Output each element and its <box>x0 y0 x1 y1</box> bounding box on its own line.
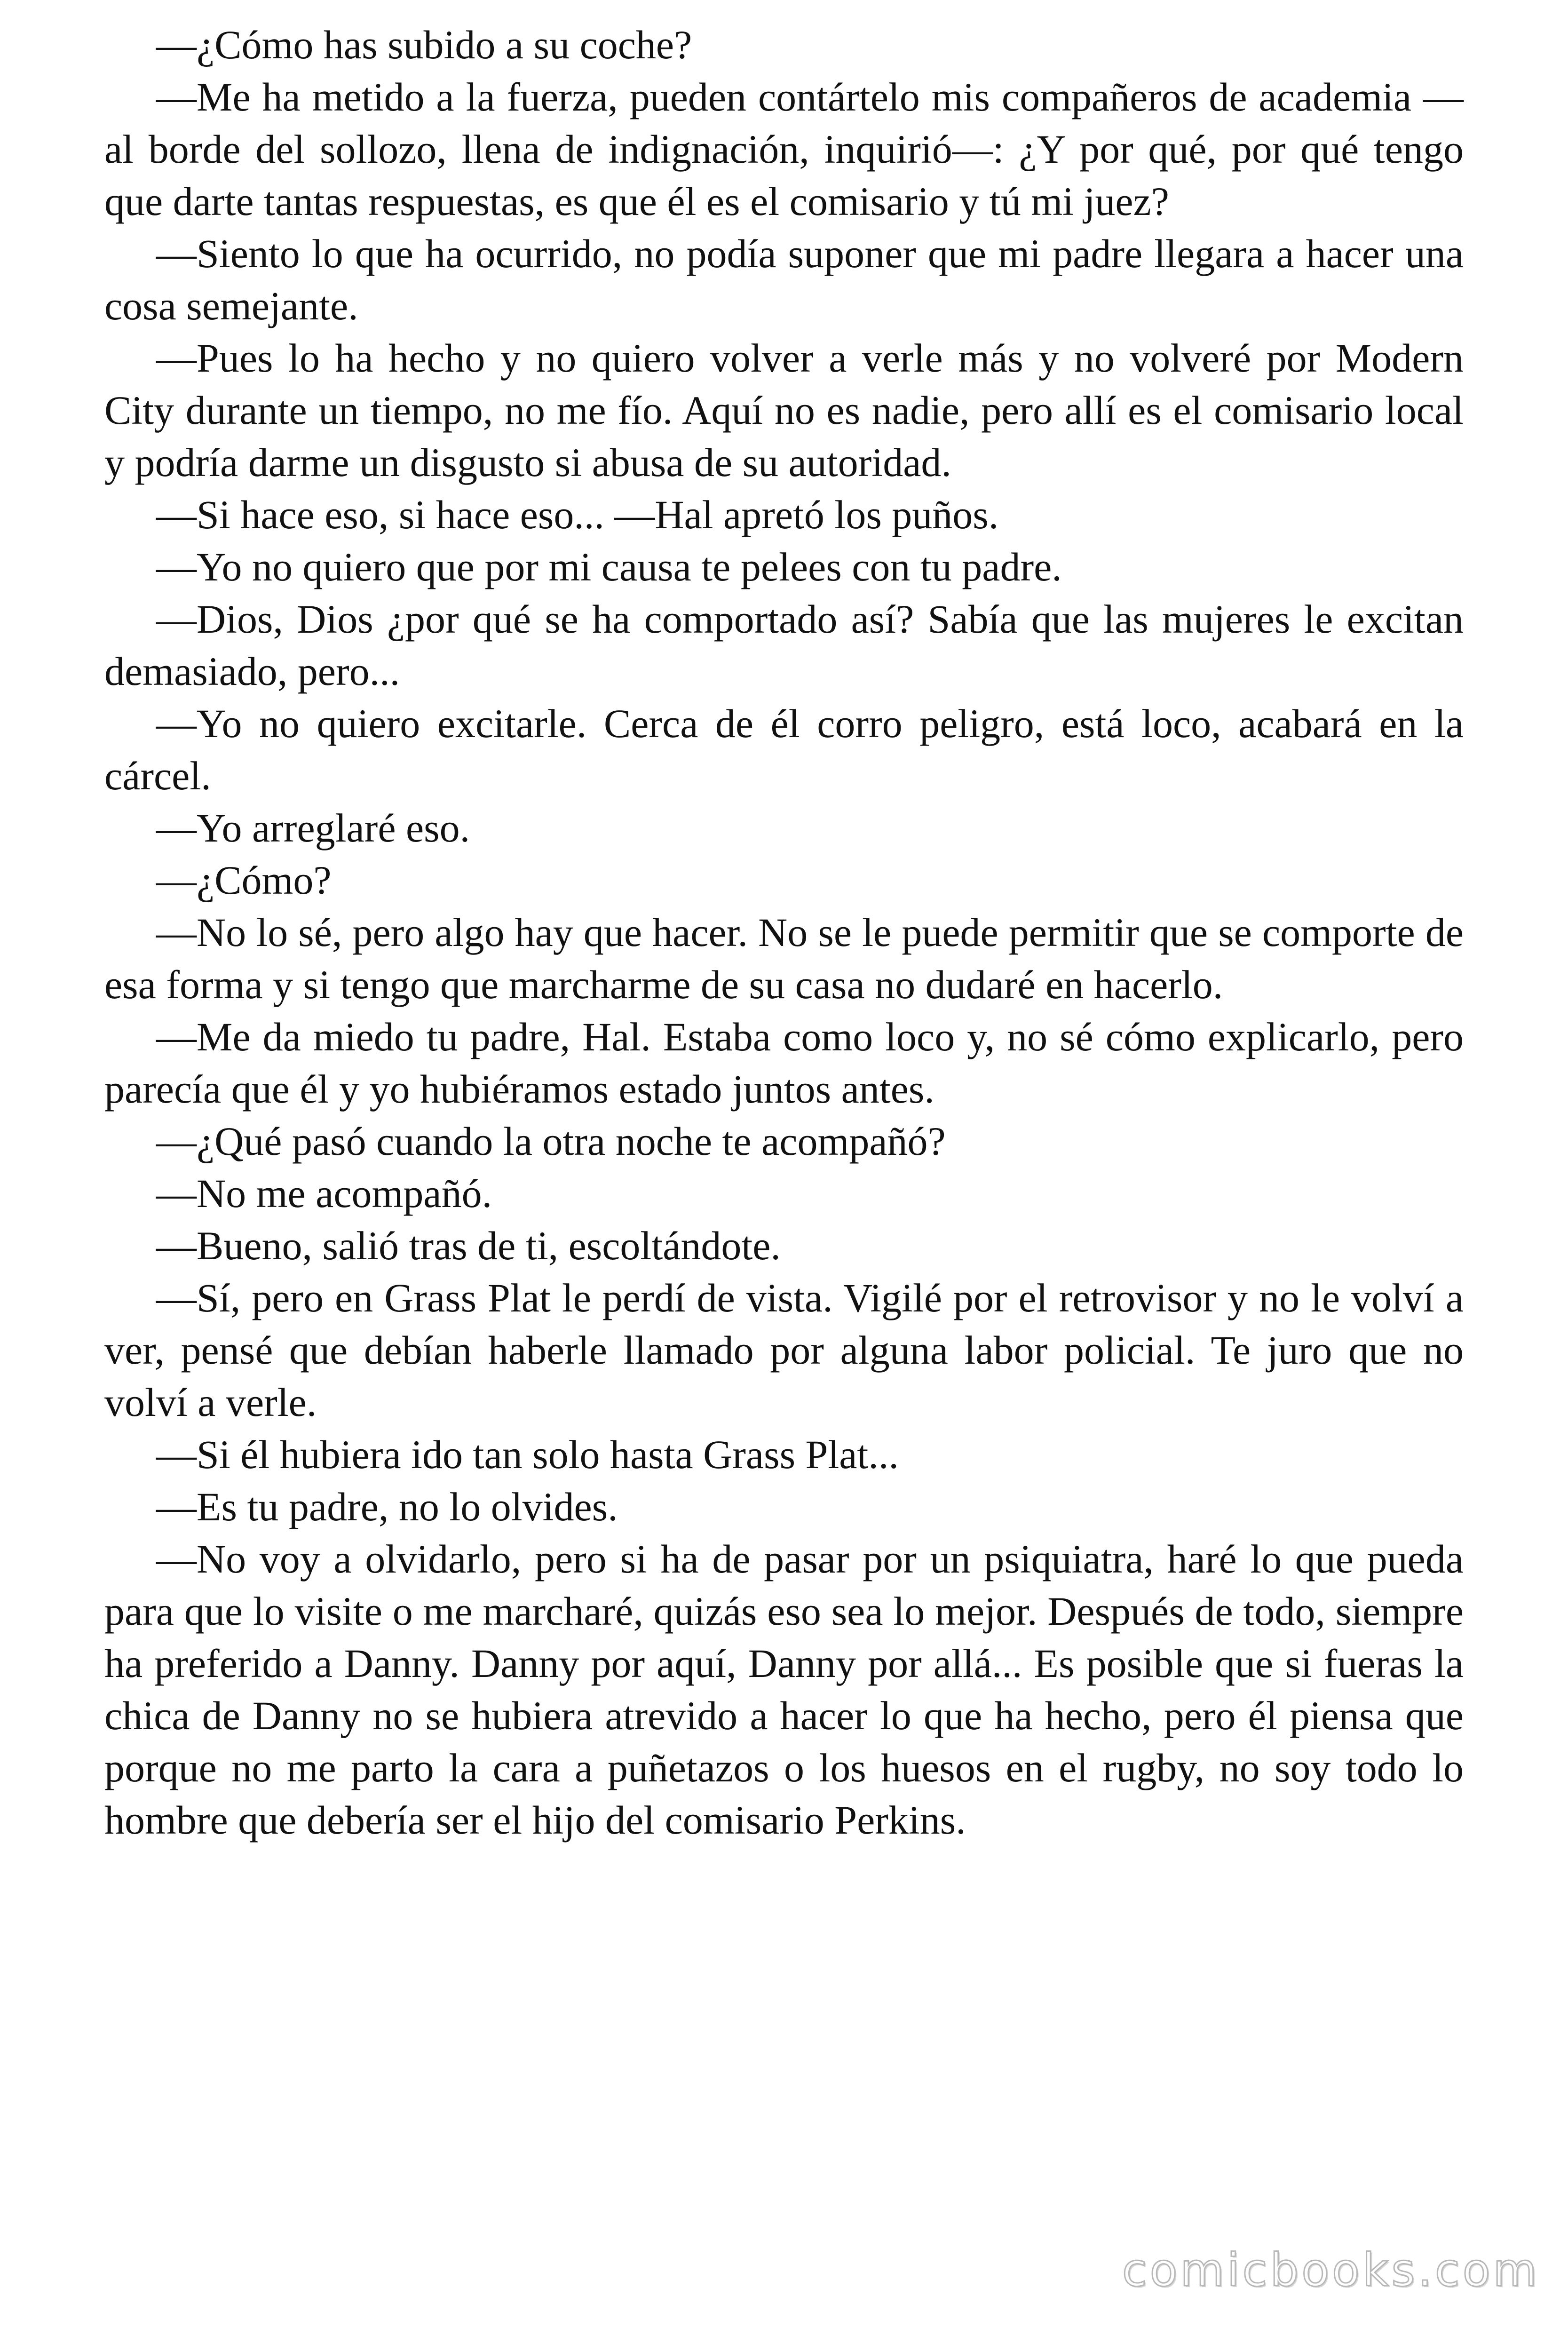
paragraph: —¿Cómo? <box>156 858 332 903</box>
paragraph: —Pues lo ha hecho y no quiero volver a verle más y no volveré por Modern City durante un tiempo, no me fío. Aquí no es nadie, pero allí es el comisario local y podría darme un disgusto si abusa de su autoridad. <box>104 335 1464 485</box>
paragraph: —Yo arreglaré eso. <box>156 805 470 850</box>
paragraph: —Yo no quiero excitarle. Cerca de él corro peligro, está loco, acabará en la cárcel. <box>104 701 1464 798</box>
paragraph: —No me acompañó. <box>156 1171 492 1216</box>
paragraph: —Dios, Dios ¿por qué se ha comportado así? Sabía que las mujeres le excitan demasiado, pero... <box>104 596 1464 694</box>
paragraph: —Me ha metido a la fuerza, pueden contártelo mis compañeros de academia —al borde del sollozo, llena de indignación, inquirió—: ¿Y por qué, por qué tengo que darte tantas respuestas, es que él es el comisario y tú mi juez? <box>104 74 1464 224</box>
paragraph: —¿Cómo has subido a su coche? <box>156 22 692 67</box>
paragraph: —No lo sé, pero algo hay que hacer. No se le puede permitir que se comporte de esa forma y si tengo que marcharme de su casa no dudaré en hacerlo. <box>104 910 1464 1007</box>
paragraph: —Sí, pero en Grass Plat le perdí de vista. Vigilé por el retrovisor y no le volví a ver, pensé que debían haberle llamado por alguna labor policial. Te juro que no volví a verle. <box>104 1275 1464 1425</box>
paragraph: —No voy a olvidarlo, pero si ha de pasar por un psiquiatra, haré lo que pueda para que lo visite o me marcharé, quizás eso sea lo mejor. Después de todo, siempre ha preferido a Danny. Danny por aquí, Danny por allá... Es posible que si fueras la chica de Danny no se hubiera atrevido a hacer lo que ha hecho, pero él piensa que porque no me parto la cara a puñetazos o los huesos en el rugby, no soy todo lo hombre que debería ser el hijo del comisario Perkins. <box>104 1536 1464 1843</box>
paragraph: —Si él hubiera ido tan solo hasta Grass Plat... <box>156 1432 899 1477</box>
page-text <box>104 19 1464 1846</box>
watermark: comicbooks.com <box>1122 2244 1540 2296</box>
paragraph: —Si hace eso, si hace eso... —Hal apretó los puños. <box>156 492 999 537</box>
paragraph: —Siento lo que ha ocurrido, no podía suponer que mi padre llegara a hacer una cosa semejante. <box>104 231 1464 328</box>
paragraph: —Me da miedo tu padre, Hal. Estaba como loco y, no sé cómo explicarlo, pero parecía que él y yo hubiéramos estado juntos antes. <box>104 1014 1464 1112</box>
paragraph: —¿Qué pasó cuando la otra noche te acompañó? <box>156 1119 946 1164</box>
paragraph: —Es tu padre, no lo olvides. <box>156 1484 618 1529</box>
paragraph: —Bueno, salió tras de ti, escoltándote. <box>156 1223 781 1268</box>
paragraph: —Yo no quiero que por mi causa te pelees con tu padre. <box>156 544 1062 589</box>
